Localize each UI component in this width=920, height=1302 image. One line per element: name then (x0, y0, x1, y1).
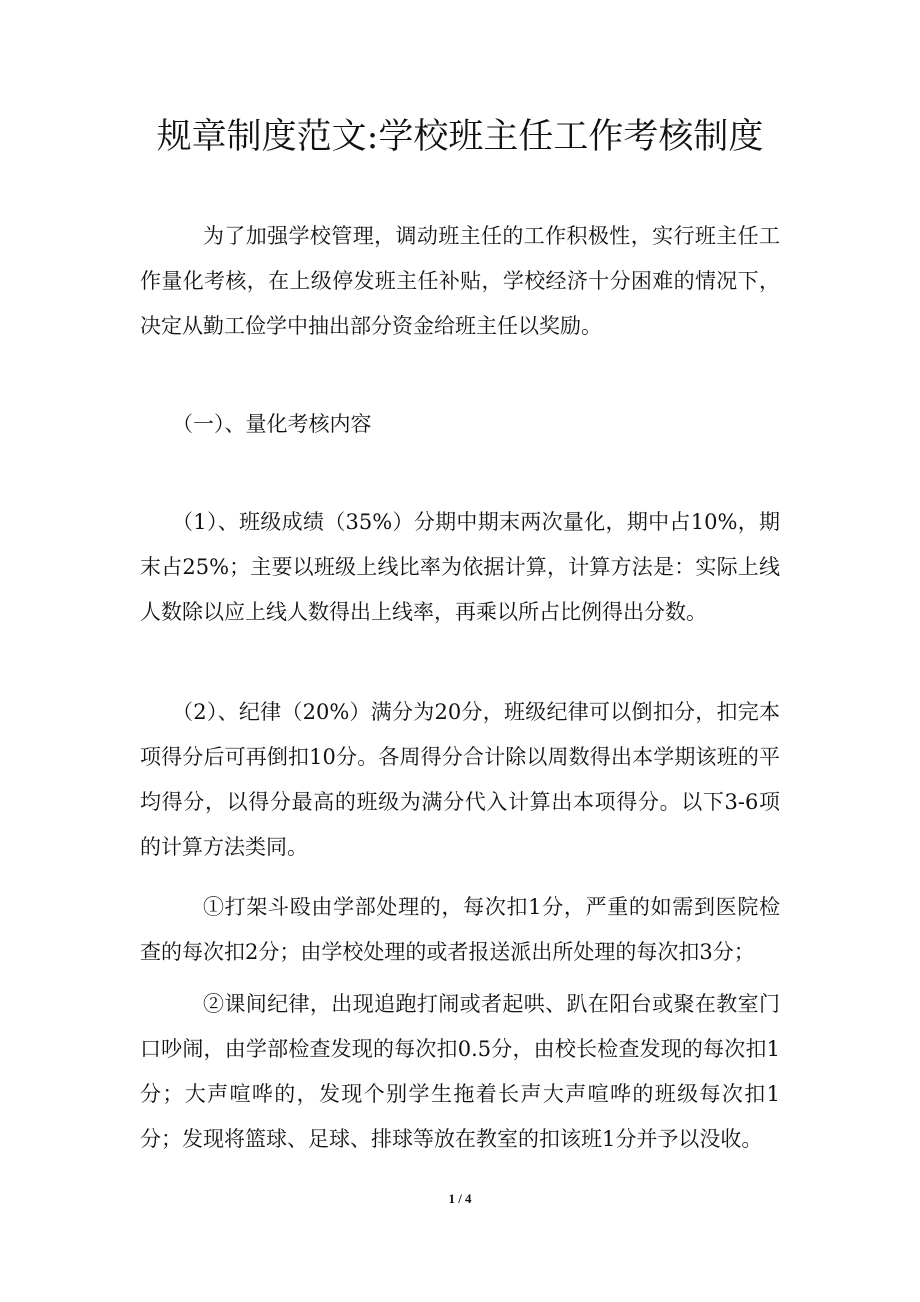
document-title: 规章制度范文:学校班主任工作考核制度 (156, 117, 764, 157)
item-2-paragraph: （2）、纪律（20%）满分为20分，班级纪律可以倒扣分，扣完本项得分后可再倒扣10分。各周得分合计除以周数得出本学期该班的平均得分，以得分最高的班级为满分代入计算出本项得分。以下3-6项的计算方法类同。 (140, 700, 780, 859)
section-heading: （一）、量化考核内容 (172, 412, 372, 436)
rule-2-paragraph: ②课间纪律，出现追跑打闹或者起哄、趴在阳台或聚在教室门口吵闹，由学部检查发现的每次扣0.5分，由校长检查发现的每次扣1分；大声喧哗的，发现个别学生拖着长声大声喧哗的班级每次扣1分；发现将篮球、足球、排球等放在教室的扣该班1分并予以没收。 (140, 992, 780, 1151)
rule-1-paragraph: ①打架斗殴由学部处理的，每次扣1分，严重的如需到医院检查的每次扣2分；由学校处理的或者报送派出所处理的每次扣3分； (140, 895, 780, 964)
item-1-paragraph: （1）、班级成绩（35%）分期中期末两次量化，期中占10%，期末占25%；主要以班级上线比率为依据计算，计算方法是：实际上线人数除以应上线人数得出上线率，再乘以所占比例得出分数。 (140, 510, 780, 624)
page-number: 1 / 4 (448, 1191, 472, 1206)
intro-paragraph: 为了加强学校管理，调动班主任的工作积极性，实行班主任工作量化考核，在上级停发班主任补贴，学校经济十分困难的情况下，决定从勤工俭学中抽出部分资金给班主任以奖励。 (140, 224, 780, 338)
